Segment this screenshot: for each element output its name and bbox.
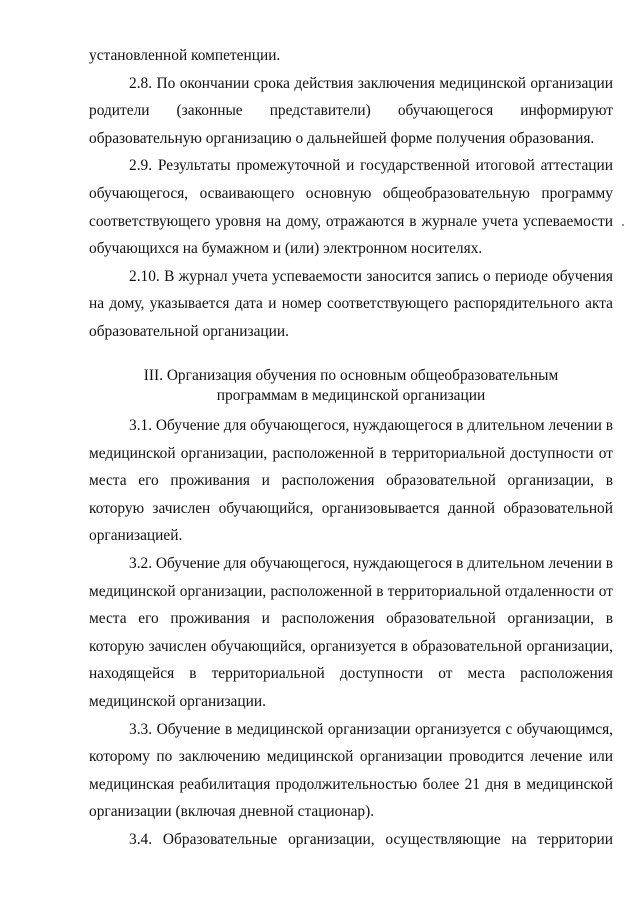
paragraph-2-10: 2.10. В журнал учета успеваемости заносится запись о периоде обучения на дому, указывается дата и номер соответствующего распорядительного акта образовательной организации. [89,267,613,340]
paragraph-3-1: 3.1. Обучение для обучающегося, нуждающегося в длительном лечении в медицинской организации, расположенной в территориальной доступности от места его проживания и расположения образовательной организации, в которую зачислен обучающийся, организовывается данной образовательной организацией. [89,417,613,545]
paragraph-2-9: 2.9. Результаты промежуточной и государственной итоговой аттестации обучающегося, осваивающего основную общеобразовательную программу соответствующего уровня на дому, отражаются в журнале учета успеваемости обучающихся на бумажном и (или) электронном носителях. [89,157,613,258]
paragraph-intro-continuation: установленной компетенции. [89,47,281,64]
section3-heading-line1: III. Организация обучения по основным общеобразовательным [143,367,559,384]
section2-continuation [89,42,613,346]
section3-heading-line2: программам в медицинской организации [216,387,486,404]
paragraph-3-2: 3.2. Обучение для обучающегося, нуждающегося в длительном лечении в медицинской организации, расположенной в территориальной отдаленности от места его проживания и расположения образовательной организации, в которую зачислен обучающийся, организуется в образовательной организации, находящейся в территориальной доступности от места расположения медицинской организации. [89,554,613,710]
paragraph-2-8: 2.8. По окончании срока действия заключения медицинской организации родители (законные представители) обучающегося информируют образовательную организацию о дальнейшей форме получения образования. [89,74,613,147]
section3-body [89,412,613,854]
section3-heading [89,366,613,406]
paragraph-3-3: 3.3. Обучение в медицинской организации организуется с обучающимся, которому по заключению медицинской организации проводится лечение или медицинская реабилитация продолжительностью более 21 дня в медицинской организации (включая дневной стационар). [89,720,613,821]
scan-speck [622,224,624,226]
paragraph-3-4: 3.4. Образовательные организации, осуществляющие на территории [129,830,613,848]
